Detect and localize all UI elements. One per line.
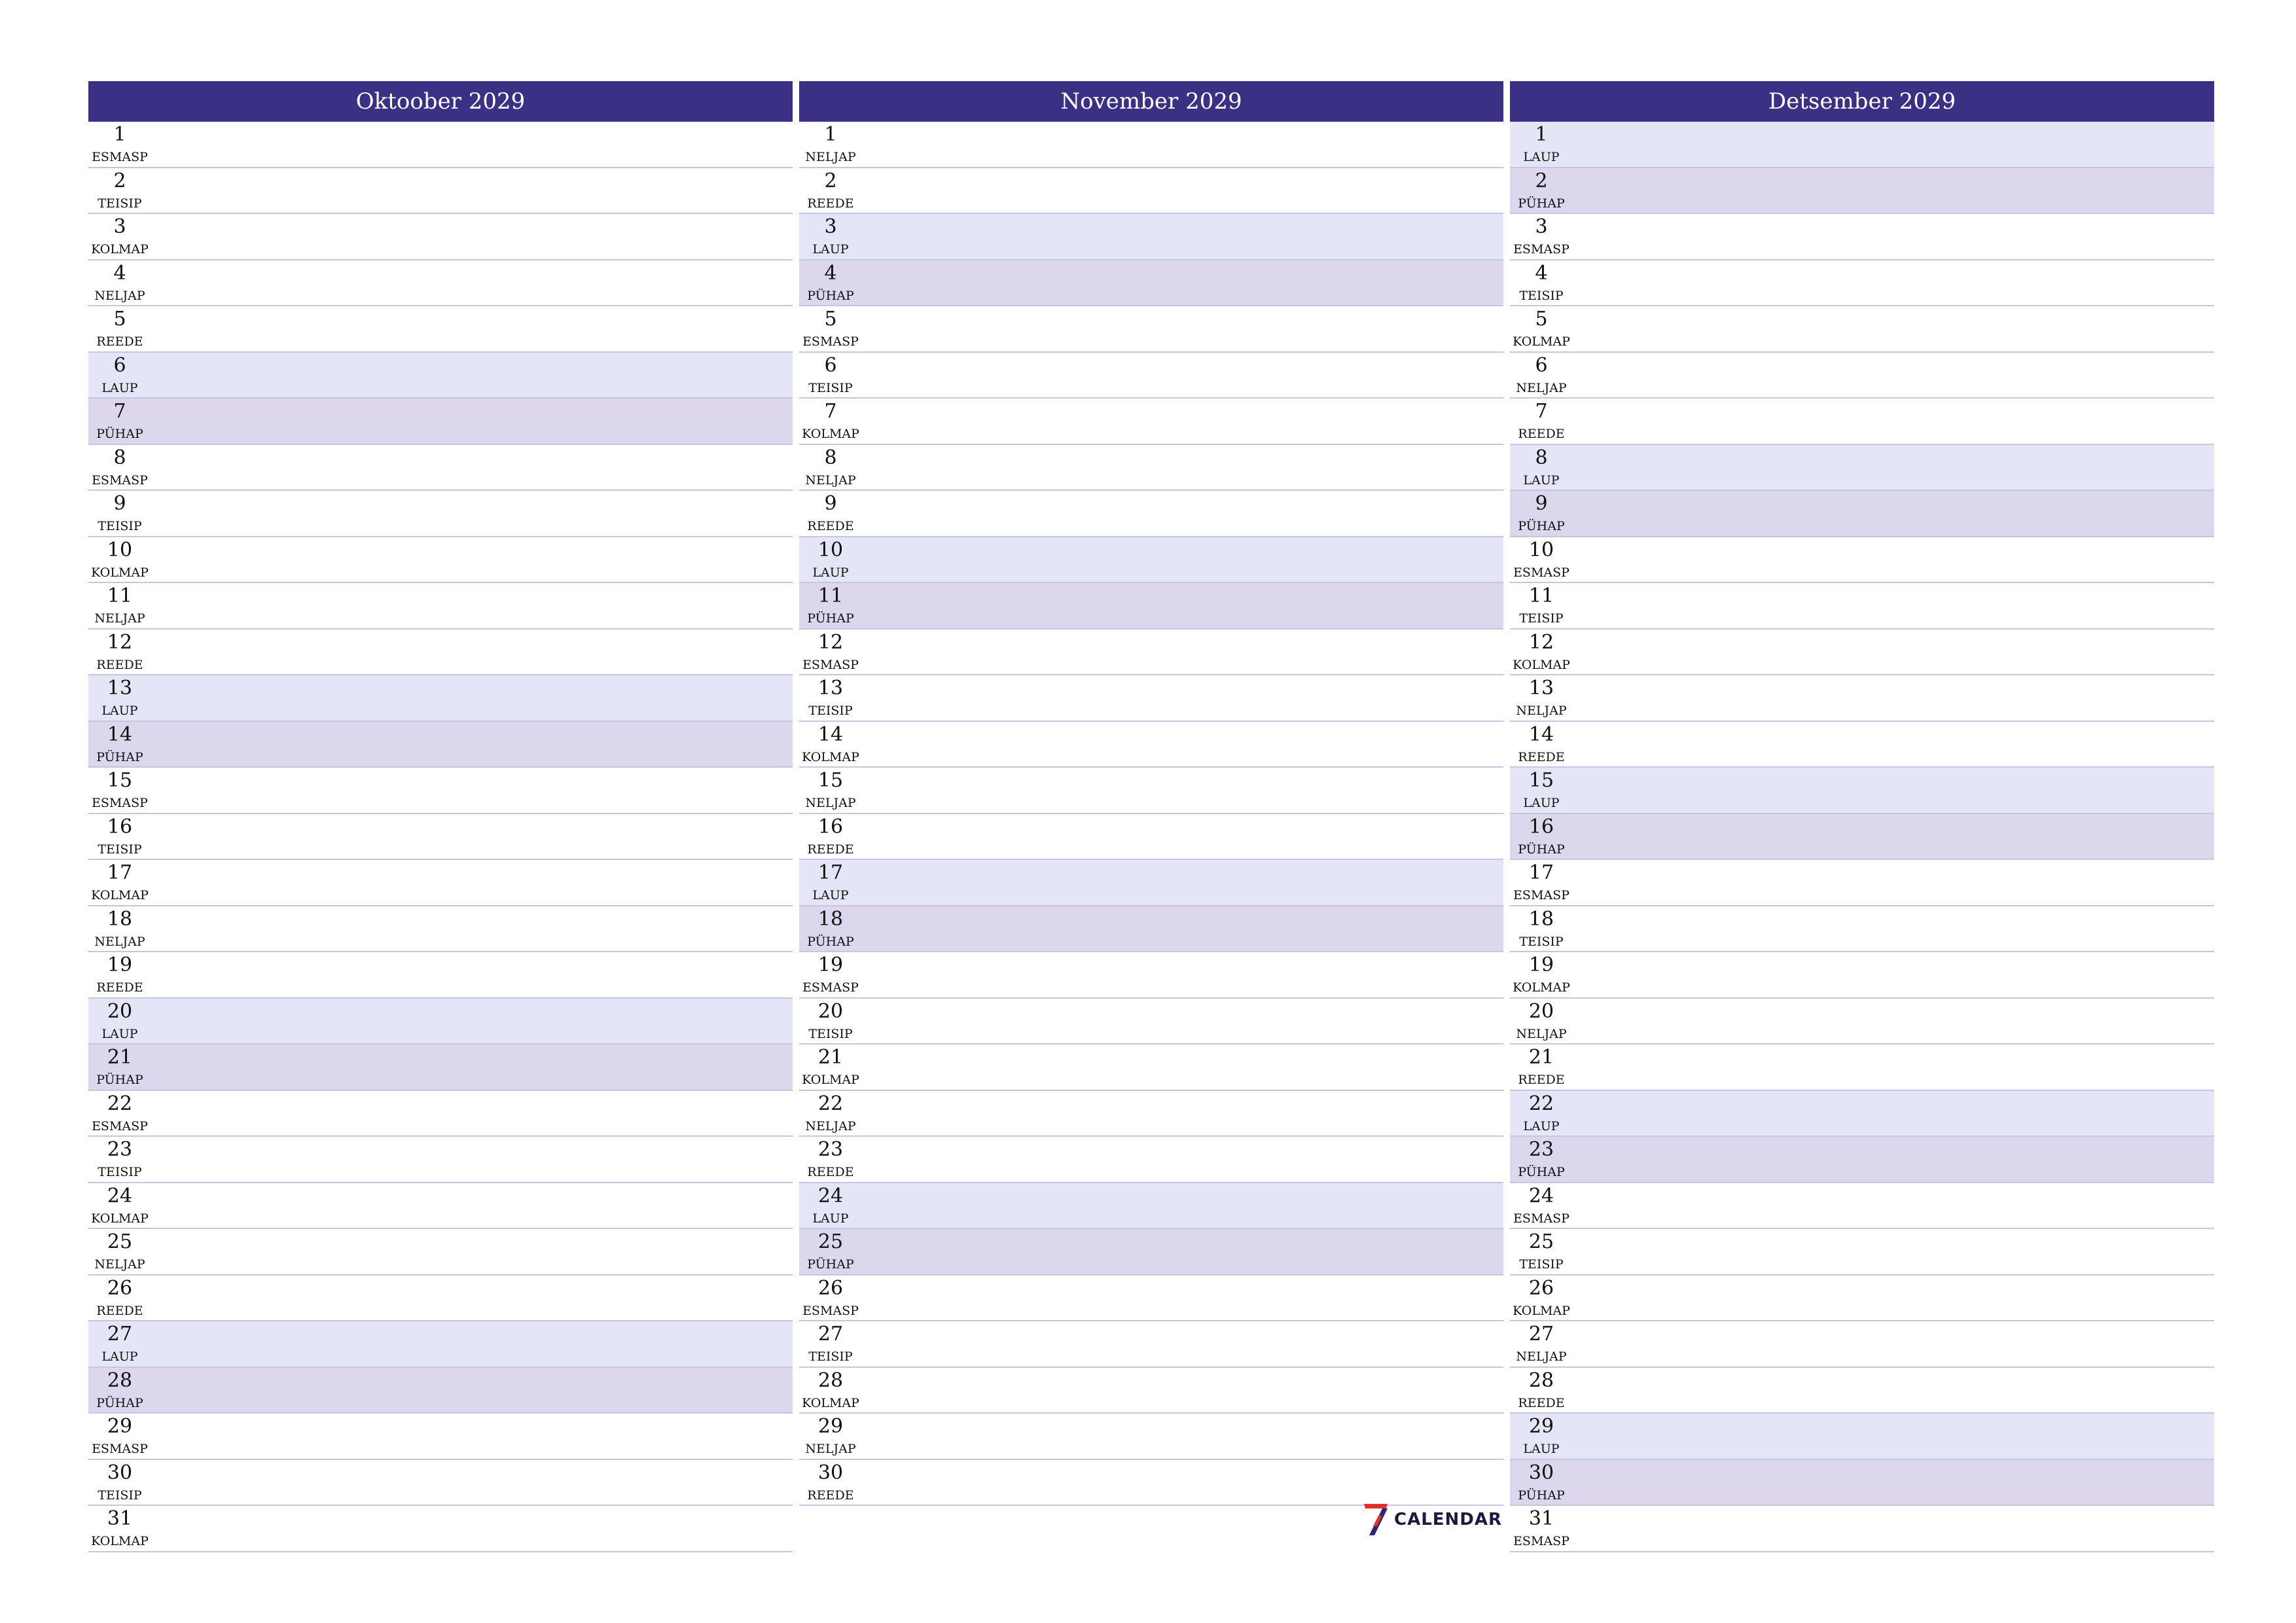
- day-number: 28: [107, 1368, 133, 1392]
- day-row: [88, 1137, 793, 1183]
- weekday-name: TEISIP: [1519, 288, 1564, 303]
- day-number: 28: [817, 1368, 844, 1392]
- day-number: 30: [107, 1461, 133, 1484]
- day-row: [799, 1044, 1503, 1091]
- weekday-name: PÜHAP: [807, 288, 854, 303]
- day-row: [1510, 491, 2214, 537]
- day-row: [88, 1044, 793, 1091]
- day-row: [799, 353, 1503, 399]
- day-row: [88, 675, 793, 722]
- weekday-name: KOLMAP: [1513, 657, 1570, 672]
- weekday-name: PÜHAP: [807, 1257, 854, 1272]
- weekday-name: NELJAP: [94, 934, 145, 949]
- weekday-name: KOLMAP: [802, 749, 859, 764]
- day-row: [88, 260, 793, 307]
- day-number: 26: [817, 1276, 844, 1300]
- weekday-name: TEISIP: [1519, 1257, 1564, 1272]
- weekday-name: REEDE: [807, 196, 854, 211]
- day-number: 6: [1535, 353, 1548, 377]
- day-row: [1510, 860, 2214, 906]
- day-number: 11: [107, 584, 133, 607]
- day-number: 19: [817, 954, 844, 976]
- day-row: [1510, 630, 2214, 676]
- weekday-name: PÜHAP: [1518, 519, 1565, 533]
- weekday-name: TEISIP: [808, 380, 853, 395]
- day-number: 4: [824, 261, 837, 285]
- weekday-name: NELJAP: [94, 611, 145, 626]
- day-number: 27: [107, 1323, 133, 1346]
- day-number: 17: [107, 861, 133, 884]
- day-number: 10: [1528, 538, 1554, 562]
- day-row: [88, 399, 793, 445]
- day-row: [1510, 768, 2214, 814]
- day-row: [1510, 168, 2214, 215]
- day-row: [799, 814, 1503, 861]
- day-number: 22: [1528, 1092, 1554, 1115]
- day-row: [799, 491, 1503, 537]
- day-number: 15: [817, 769, 844, 792]
- day-number: 12: [107, 630, 133, 654]
- day-number: 18: [1528, 907, 1554, 931]
- day-row: [1510, 122, 2214, 168]
- day-row: [799, 399, 1503, 445]
- day-number: 25: [1528, 1230, 1554, 1253]
- day-row: [1510, 1044, 2214, 1091]
- day-number: 7: [1535, 400, 1548, 423]
- day-row: [1510, 675, 2214, 722]
- day-row: [799, 445, 1503, 491]
- day-number: 25: [817, 1230, 844, 1253]
- weekday-name: LAUP: [101, 380, 138, 395]
- day-row: [1510, 722, 2214, 768]
- day-row: [1510, 1183, 2214, 1230]
- day-row: [88, 214, 793, 260]
- weekday-name: PÜHAP: [1518, 842, 1565, 857]
- month-header: Detsember 2029: [1510, 81, 2214, 122]
- day-row: [88, 814, 793, 861]
- weekday-name: ESMASP: [92, 796, 148, 810]
- day-number: 9: [824, 492, 837, 515]
- day-number: 4: [113, 261, 126, 285]
- day-number: 24: [107, 1184, 133, 1207]
- weekday-name: ESMASP: [802, 980, 859, 995]
- day-row: [799, 1368, 1503, 1414]
- day-row: [88, 1460, 793, 1507]
- day-number: 19: [107, 954, 133, 976]
- day-row: [1510, 1414, 2214, 1460]
- weekday-name: PÜHAP: [1518, 196, 1565, 211]
- day-number: 10: [817, 538, 844, 562]
- day-row: [799, 583, 1503, 630]
- day-row: [88, 1275, 793, 1322]
- seven-logo-icon: [1363, 1503, 1389, 1537]
- day-row: [799, 722, 1503, 768]
- day-row: [1510, 260, 2214, 307]
- weekday-name: ESMASP: [92, 1442, 148, 1456]
- day-number: 8: [824, 446, 837, 469]
- day-number: 17: [1528, 861, 1554, 884]
- day-row: [1510, 1275, 2214, 1322]
- day-number: 29: [1528, 1415, 1554, 1438]
- day-row: [1510, 583, 2214, 630]
- day-number: 5: [113, 308, 126, 330]
- day-row: [88, 630, 793, 676]
- day-row: [88, 1506, 793, 1552]
- day-row: [799, 260, 1503, 307]
- weekday-name: TEISIP: [1519, 934, 1564, 949]
- day-row: [88, 537, 793, 584]
- day-number: 18: [817, 907, 844, 931]
- weekday-name: NELJAP: [1516, 1349, 1567, 1364]
- day-number: 9: [113, 492, 126, 515]
- weekday-name: ESMASP: [92, 150, 148, 164]
- day-number: 30: [817, 1461, 844, 1484]
- weekday-name: KOLMAP: [91, 888, 149, 902]
- day-number: 16: [107, 815, 133, 838]
- weekday-name: TEISIP: [808, 704, 853, 718]
- weekday-name: TEISIP: [98, 842, 142, 857]
- weekday-name: LAUP: [812, 565, 849, 580]
- day-row: [1510, 306, 2214, 353]
- day-number: 12: [817, 630, 844, 654]
- day-row: [799, 168, 1503, 215]
- weekday-name: PÜHAP: [96, 427, 143, 441]
- weekday-name: KOLMAP: [802, 1073, 859, 1087]
- day-number: 20: [1528, 999, 1554, 1023]
- day-row: [1510, 1091, 2214, 1137]
- day-number: 17: [817, 861, 844, 884]
- weekday-name: PÜHAP: [1518, 1488, 1565, 1503]
- day-number: 14: [1528, 722, 1554, 746]
- day-number: 31: [1528, 1507, 1554, 1530]
- day-number: 28: [1528, 1368, 1554, 1392]
- weekday-name: NELJAP: [805, 796, 856, 810]
- weekday-name: NELJAP: [805, 150, 856, 164]
- day-row: [88, 306, 793, 353]
- day-number: 26: [1528, 1276, 1554, 1300]
- day-number: 11: [817, 584, 844, 607]
- day-number: 3: [824, 215, 837, 238]
- weekday-name: LAUP: [1523, 473, 1560, 488]
- day-row: [88, 1183, 793, 1230]
- weekday-name: REEDE: [96, 1303, 143, 1318]
- day-row: [799, 952, 1503, 999]
- day-number: 15: [107, 769, 133, 792]
- day-row: [88, 353, 793, 399]
- day-row: [88, 1414, 793, 1460]
- weekday-name: KOLMAP: [1513, 1303, 1570, 1318]
- day-row: [88, 768, 793, 814]
- day-row: [799, 906, 1503, 953]
- weekday-name: REEDE: [96, 657, 143, 672]
- day-number: 1: [824, 123, 837, 146]
- day-row: [799, 999, 1503, 1045]
- weekday-name: LAUP: [101, 1349, 138, 1364]
- day-row: [799, 630, 1503, 676]
- day-number: 11: [1528, 584, 1554, 607]
- weekday-name: KOLMAP: [91, 1534, 149, 1548]
- day-number: 21: [107, 1046, 133, 1069]
- day-row: [88, 1229, 793, 1275]
- day-number: 8: [113, 446, 126, 469]
- day-row: [799, 1091, 1503, 1137]
- day-row: [799, 1460, 1503, 1507]
- day-number: 8: [1535, 446, 1548, 469]
- weekday-name: KOLMAP: [1513, 980, 1570, 995]
- month-column-november: [799, 81, 1503, 1506]
- weekday-name: NELJAP: [1516, 380, 1567, 395]
- month-header: November 2029: [799, 81, 1503, 122]
- day-number: 23: [817, 1138, 844, 1161]
- weekday-name: REEDE: [96, 980, 143, 995]
- day-number: 31: [107, 1507, 133, 1530]
- day-number: 23: [107, 1138, 133, 1161]
- weekday-name: LAUP: [1523, 1442, 1560, 1456]
- day-row: [88, 491, 793, 537]
- weekday-name: ESMASP: [1513, 1211, 1570, 1226]
- day-row: [88, 1321, 793, 1368]
- day-row: [1510, 214, 2214, 260]
- month-column-october: [88, 81, 793, 1552]
- month-column-december: [1510, 81, 2214, 1552]
- day-row: [799, 1275, 1503, 1322]
- day-row: [1510, 906, 2214, 953]
- weekday-name: LAUP: [1523, 796, 1560, 810]
- day-row: [799, 675, 1503, 722]
- weekday-name: LAUP: [812, 888, 849, 902]
- day-row: [1510, 399, 2214, 445]
- weekday-name: ESMASP: [1513, 565, 1570, 580]
- day-row: [1510, 1137, 2214, 1183]
- weekday-name: TEISIP: [98, 1165, 142, 1179]
- day-number: 16: [817, 815, 844, 838]
- day-row: [799, 1183, 1503, 1230]
- weekday-name: KOLMAP: [1513, 334, 1570, 349]
- weekday-name: NELJAP: [94, 1257, 145, 1272]
- day-row: [1510, 1368, 2214, 1414]
- day-row: [799, 122, 1503, 168]
- day-row: [799, 1321, 1503, 1368]
- day-number: 29: [107, 1415, 133, 1438]
- weekday-name: KOLMAP: [802, 427, 859, 441]
- weekday-name: PÜHAP: [807, 934, 854, 949]
- day-number: 1: [113, 123, 126, 146]
- weekday-name: LAUP: [1523, 1118, 1560, 1133]
- day-row: [1510, 537, 2214, 584]
- weekday-name: ESMASP: [92, 1118, 148, 1133]
- weekday-name: REEDE: [1518, 749, 1565, 764]
- day-row: [799, 306, 1503, 353]
- day-number: 1: [1535, 123, 1548, 146]
- day-row: [88, 583, 793, 630]
- day-number: 22: [817, 1092, 844, 1115]
- day-number: 24: [817, 1184, 844, 1207]
- day-row: [88, 1368, 793, 1414]
- weekday-name: PÜHAP: [96, 749, 143, 764]
- day-row: [88, 168, 793, 215]
- day-row: [799, 1137, 1503, 1183]
- weekday-name: REEDE: [807, 1165, 854, 1179]
- day-number: 13: [1528, 677, 1554, 700]
- weekday-name: NELJAP: [805, 1442, 856, 1456]
- weekday-name: TEISIP: [98, 196, 142, 211]
- day-row: [1510, 353, 2214, 399]
- day-number: 23: [1528, 1138, 1554, 1161]
- day-number: 2: [113, 169, 126, 192]
- day-number: 20: [817, 999, 844, 1023]
- day-list: [799, 122, 1503, 1506]
- weekday-name: TEISIP: [98, 519, 142, 533]
- day-row: [1510, 1229, 2214, 1275]
- day-number: 5: [824, 308, 837, 330]
- month-header: Oktoober 2029: [88, 81, 793, 122]
- weekday-name: TEISIP: [98, 1488, 142, 1503]
- day-number: 19: [1528, 954, 1554, 976]
- weekday-name: KOLMAP: [91, 565, 149, 580]
- day-number: 7: [113, 400, 126, 423]
- weekday-name: REEDE: [1518, 1395, 1565, 1410]
- day-number: 26: [107, 1276, 133, 1300]
- weekday-name: KOLMAP: [802, 1395, 859, 1410]
- day-number: 6: [113, 353, 126, 377]
- day-row: [1510, 814, 2214, 861]
- weekday-name: REEDE: [807, 1488, 854, 1503]
- weekday-name: NELJAP: [1516, 704, 1567, 718]
- weekday-name: KOLMAP: [91, 242, 149, 257]
- day-number: 13: [107, 677, 133, 700]
- day-row: [1510, 445, 2214, 491]
- weekday-name: NELJAP: [805, 473, 856, 488]
- day-row: [799, 768, 1503, 814]
- weekday-name: ESMASP: [1513, 888, 1570, 902]
- day-number: 5: [1535, 308, 1548, 330]
- day-row: [1510, 952, 2214, 999]
- day-row: [88, 999, 793, 1045]
- weekday-name: LAUP: [1523, 150, 1560, 164]
- weekday-name: ESMASP: [1513, 242, 1570, 257]
- day-number: 6: [824, 353, 837, 377]
- weekday-name: PÜHAP: [96, 1395, 143, 1410]
- day-row: [1510, 1506, 2214, 1552]
- weekday-name: REEDE: [807, 519, 854, 533]
- day-row: [799, 1229, 1503, 1275]
- day-row: [799, 537, 1503, 584]
- weekday-name: KOLMAP: [91, 1211, 149, 1226]
- weekday-name: NELJAP: [805, 1118, 856, 1133]
- day-row: [88, 1091, 793, 1137]
- weekday-name: TEISIP: [808, 1026, 853, 1041]
- weekday-name: LAUP: [101, 704, 138, 718]
- day-number: 14: [817, 722, 844, 746]
- brand-logo: [1363, 1503, 1502, 1537]
- day-row: [88, 860, 793, 906]
- weekday-name: ESMASP: [802, 657, 859, 672]
- weekday-name: REEDE: [1518, 1073, 1565, 1087]
- day-number: 4: [1535, 261, 1548, 285]
- day-number: 2: [1535, 169, 1548, 192]
- weekday-name: ESMASP: [92, 473, 148, 488]
- day-list: [88, 122, 793, 1552]
- weekday-name: ESMASP: [1513, 1534, 1570, 1548]
- weekday-name: TEISIP: [808, 1349, 853, 1364]
- weekday-name: PÜHAP: [807, 611, 854, 626]
- weekday-name: ESMASP: [802, 334, 859, 349]
- day-row: [1510, 1460, 2214, 1507]
- day-number: 27: [817, 1323, 844, 1346]
- day-row: [88, 952, 793, 999]
- day-number: 21: [1528, 1046, 1554, 1069]
- day-number: 21: [817, 1046, 844, 1069]
- weekday-name: REEDE: [1518, 427, 1565, 441]
- day-row: [799, 214, 1503, 260]
- weekday-name: LAUP: [101, 1026, 138, 1041]
- day-row: [88, 122, 793, 168]
- day-number: 9: [1535, 492, 1548, 515]
- day-number: 24: [1528, 1184, 1554, 1207]
- day-number: 20: [107, 999, 133, 1023]
- day-number: 12: [1528, 630, 1554, 654]
- day-number: 29: [817, 1415, 844, 1438]
- weekday-name: LAUP: [812, 1211, 849, 1226]
- day-row: [799, 1414, 1503, 1460]
- weekday-name: REEDE: [807, 842, 854, 857]
- day-number: 16: [1528, 815, 1554, 838]
- weekday-name: NELJAP: [1516, 1026, 1567, 1041]
- day-number: 3: [113, 215, 126, 238]
- day-number: 7: [824, 400, 837, 423]
- weekday-name: PÜHAP: [1518, 1165, 1565, 1179]
- day-row: [1510, 999, 2214, 1045]
- day-number: 3: [1535, 215, 1548, 238]
- day-number: 10: [107, 538, 133, 562]
- day-number: 18: [107, 907, 133, 931]
- weekday-name: ESMASP: [802, 1303, 859, 1318]
- day-number: 13: [817, 677, 844, 700]
- day-number: 30: [1528, 1461, 1554, 1484]
- day-row: [1510, 1321, 2214, 1368]
- weekday-name: LAUP: [812, 242, 849, 257]
- day-number: 2: [824, 169, 837, 192]
- weekday-name: REEDE: [96, 334, 143, 349]
- day-row: [799, 860, 1503, 906]
- weekday-name: NELJAP: [94, 288, 145, 303]
- weekday-name: TEISIP: [1519, 611, 1564, 626]
- day-row: [88, 906, 793, 953]
- day-row: [88, 722, 793, 768]
- day-number: 15: [1528, 769, 1554, 792]
- brand-logo-text: CALENDAR: [1394, 1510, 1503, 1529]
- day-number: 22: [107, 1092, 133, 1115]
- day-row: [88, 445, 793, 491]
- day-list: [1510, 122, 2214, 1552]
- day-number: 27: [1528, 1323, 1554, 1346]
- day-number: 25: [107, 1230, 133, 1253]
- weekday-name: PÜHAP: [96, 1073, 143, 1087]
- day-number: 14: [107, 722, 133, 746]
